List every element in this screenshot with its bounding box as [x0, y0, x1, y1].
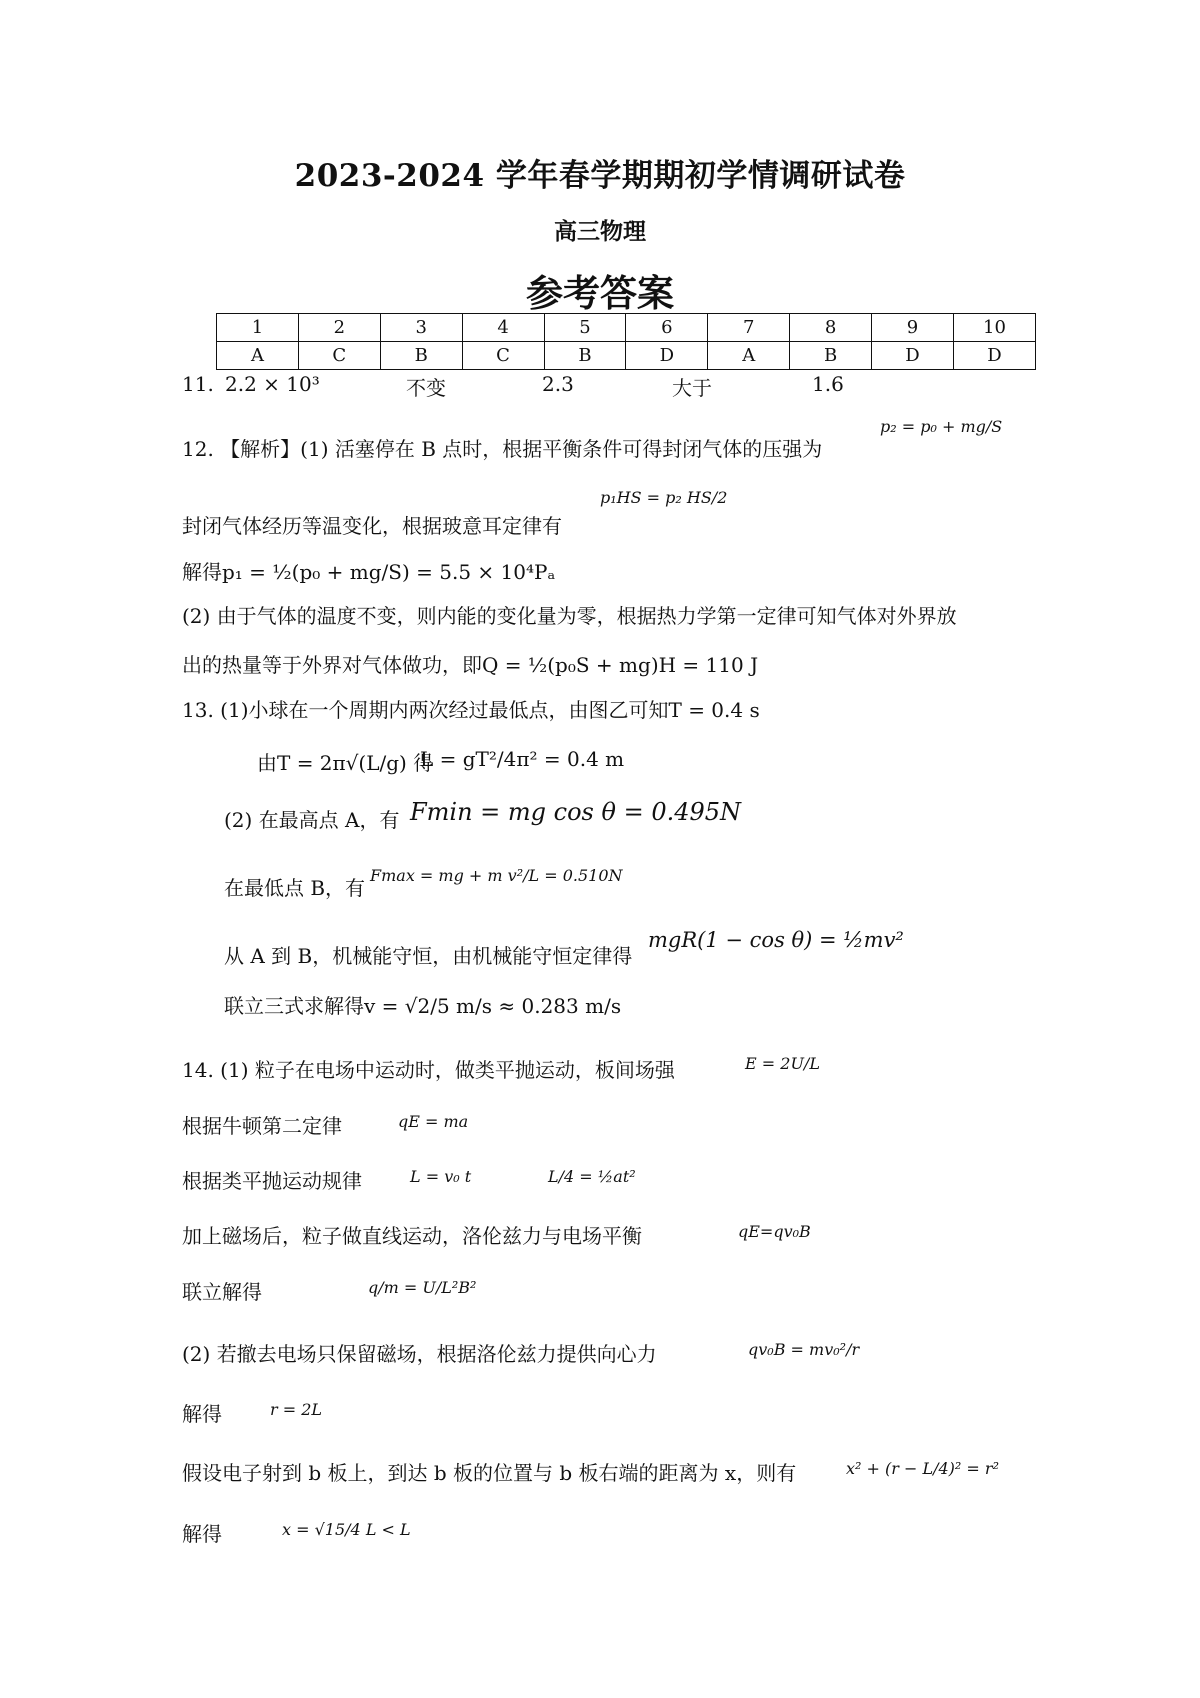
- table-cell: C: [462, 342, 544, 370]
- q14-line-9a: 解得: [182, 1522, 222, 1546]
- q14-line-2b: qE = ma: [398, 1112, 469, 1131]
- q14-line-8b: x² + (r − L/4)² = r²: [846, 1459, 999, 1478]
- q12-line-5: 出的热量等于外界对气体做功，即Q = ½(p₀S + mg)H = 110 J: [182, 653, 759, 677]
- table-cell: 4: [462, 314, 544, 342]
- q12-line-3: 解得p₁ = ½(p₀ + mg/S) = 5.5 × 10⁴Pₐ: [182, 560, 556, 584]
- q14-line-4b: qE=qv₀B: [738, 1222, 811, 1241]
- q14-line-5b: q/m = U/L²B²: [368, 1278, 477, 1297]
- q13-line-6: 联立三式求解得v = √2/5 m/s ≈ 0.283 m/s: [224, 994, 622, 1018]
- q13-line-3b: Fmin = mg cos θ = 0.495N: [410, 798, 742, 826]
- q13-line-3a: (2) 在最高点 A，有: [224, 808, 400, 832]
- q12-line-4: (2) 由于气体的温度不变，则内能的变化量为零，根据热力学第一定律可知气体对外界放: [182, 604, 957, 628]
- table-cell: 6: [626, 314, 708, 342]
- q14-line-2a: 根据牛顿第二定律: [182, 1114, 342, 1138]
- q14-line-7a: 解得: [182, 1402, 222, 1426]
- q11-answer-1: 2.2 × 10³: [225, 372, 320, 396]
- answer-table: [216, 313, 1036, 370]
- table-cell: D: [872, 342, 954, 370]
- q14-line-9b: x = √15/4 L < L: [282, 1520, 411, 1539]
- q13-line-2a: 由T = 2π√(L/g) 得: [257, 751, 434, 775]
- q12-equation-2: p₁HS = p₂ HS/2: [600, 488, 728, 507]
- table-row-numbers: [217, 314, 1036, 342]
- q14-line-6b: qv₀B = mv₀²/r: [748, 1340, 860, 1359]
- q14-line-7b: r = 2L: [270, 1400, 323, 1419]
- q13-line-2b: L = gT²/4π² = 0.4 m: [420, 747, 625, 771]
- table-cell: A: [708, 342, 790, 370]
- table-cell: 2: [298, 314, 380, 342]
- answer-heading: 参考答案: [526, 271, 674, 315]
- q14-line-1b: E = 2U/L: [745, 1054, 820, 1073]
- table-cell: 5: [544, 314, 626, 342]
- q11-answer-4: 大于: [672, 376, 712, 400]
- table-cell: C: [298, 342, 380, 370]
- q11-answer-2: 不变: [406, 376, 446, 400]
- exam-title: 2023-2024 学年春学期期初学情调研试卷: [294, 158, 906, 194]
- q14-line-4a: 加上磁场后，粒子做直线运动，洛伦兹力与电场平衡: [182, 1224, 642, 1248]
- table-cell: 7: [708, 314, 790, 342]
- q13-line-4a: 在最低点 B，有: [224, 876, 366, 900]
- table-cell: D: [953, 342, 1035, 370]
- q11-label: 11.: [182, 372, 214, 396]
- q14-line-3a: 根据类平抛运动规律: [182, 1169, 362, 1193]
- q13-line-5b: mgR(1 − cos θ) = ½mv²: [648, 928, 904, 952]
- q11-answer-3: 2.3: [542, 372, 574, 396]
- q12-equation-1: p₂ = p₀ + mg/S: [880, 417, 1003, 436]
- table-cell: 9: [872, 314, 954, 342]
- q14-line-3c: L/4 = ½at²: [548, 1167, 636, 1186]
- table-row-answers: [217, 342, 1036, 370]
- q14-line-8a: 假设电子射到 b 板上，到达 b 板的位置与 b 板右端的距离为 x，则有: [182, 1461, 797, 1485]
- table-cell: A: [217, 342, 299, 370]
- q11-answer-5: 1.6: [812, 372, 844, 396]
- table-cell: B: [380, 342, 462, 370]
- q12-line-1: 12. 【解析】(1) 活塞停在 B 点时，根据平衡条件可得封闭气体的压强为: [182, 437, 823, 461]
- q12-line-2: 封闭气体经历等温变化，根据玻意耳定律有: [182, 514, 562, 538]
- table-cell: 10: [953, 314, 1035, 342]
- table-cell: 8: [790, 314, 872, 342]
- table-cell: B: [544, 342, 626, 370]
- subject-title: 高三物理: [554, 218, 646, 245]
- q14-line-6a: (2) 若撤去电场只保留磁场，根据洛伦兹力提供向心力: [182, 1342, 657, 1366]
- q13-line-1: 13. (1)小球在一个周期内两次经过最低点，由图乙可知T = 0.4 s: [182, 698, 760, 722]
- q13-line-5a: 从 A 到 B，机械能守恒，由机械能守恒定律得: [224, 944, 633, 968]
- table-cell: B: [790, 342, 872, 370]
- q14-line-1a: 14. (1) 粒子在电场中运动时，做类平抛运动，板间场强: [182, 1058, 675, 1082]
- q14-line-5a: 联立解得: [182, 1280, 262, 1304]
- q13-line-4b: Fmax = mg + m v²/L = 0.510N: [370, 866, 623, 885]
- q14-line-3b: L = v₀ t: [410, 1167, 472, 1186]
- table-cell: 3: [380, 314, 462, 342]
- table-cell: 1: [217, 314, 299, 342]
- table-cell: D: [626, 342, 708, 370]
